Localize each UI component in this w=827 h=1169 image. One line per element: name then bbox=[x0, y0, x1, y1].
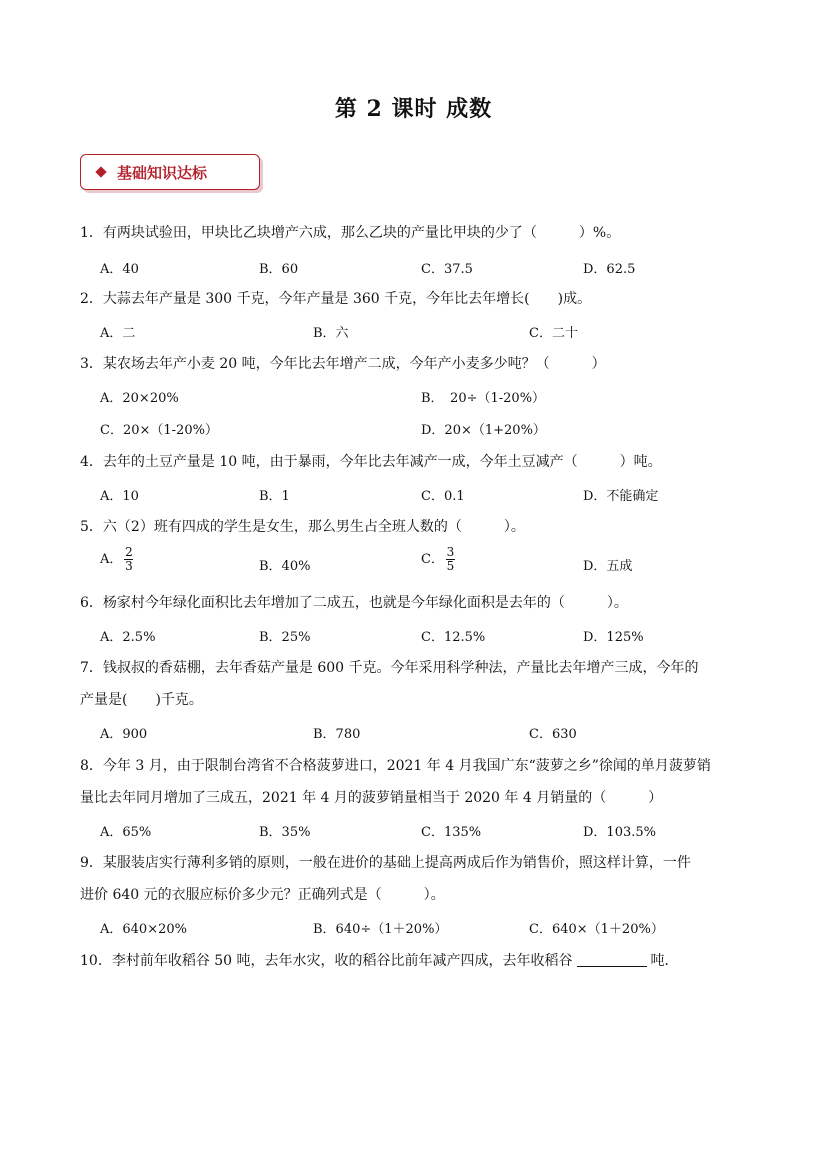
q3-option-a: A．20×20% bbox=[100, 391, 179, 406]
q5-option-b: B．40% bbox=[259, 559, 311, 574]
q2-option-a: A．二 bbox=[100, 326, 136, 341]
section-label: 基础知识达标 bbox=[117, 163, 208, 182]
q7-option-a: A．900 bbox=[100, 727, 148, 742]
q4-option-d: D．不能确定 bbox=[583, 489, 659, 504]
question-9-cont: 进价 640 元的衣服应标价多少元？正确列式是（ ）。 bbox=[80, 887, 445, 903]
section-badge bbox=[80, 154, 260, 190]
q8-option-d: D．103.5% bbox=[583, 825, 656, 840]
answer-blank[interactable] bbox=[577, 966, 647, 967]
question-10 bbox=[80, 950, 679, 970]
question-1: 1．有两块试验田，甲块比乙块增产六成，那么乙块的产量比甲块的少了（ ）%。 bbox=[80, 225, 621, 241]
question-10-end: 吨． bbox=[650, 953, 679, 969]
q1-option-c: C．37.5 bbox=[421, 262, 473, 277]
q3-option-d: D．20×（1+20%） bbox=[421, 423, 546, 438]
q6-option-b: B．25% bbox=[259, 630, 311, 645]
q4-option-a: A．10 bbox=[100, 489, 139, 504]
question-8: 8．今年 3 月，由于限制台湾省不合格菠萝进口，2021 年 4 月我国广东“菠萝之乡”徐闻的单月菠萝销 bbox=[80, 758, 711, 774]
q1-option-d: D．62.5 bbox=[583, 262, 636, 277]
q5-option-c-label: C． bbox=[421, 552, 444, 567]
question-5: 5．六（2）班有四成的学生是女生，那么男生占全班人数的（ ）。 bbox=[80, 519, 525, 535]
question-6: 6．杨家村今年绿化面积比去年增加了二成五，也就是今年绿化面积是去年的（ ）。 bbox=[80, 595, 628, 611]
q4-option-c: C．0.1 bbox=[421, 489, 465, 504]
q7-option-c: C．630 bbox=[529, 727, 577, 742]
question-7-cont: 产量是( )千克。 bbox=[80, 692, 203, 708]
question-10-text: 10．李村前年收稻谷 50 吨，去年水灾，收的稻谷比前年减产四成，去年收稻谷 bbox=[80, 953, 573, 969]
diamond-icon bbox=[95, 166, 106, 177]
q3-option-b: B． 20÷（1-20%） bbox=[421, 391, 546, 406]
q9-option-b: B．640÷（1＋20%） bbox=[313, 922, 448, 937]
q5-option-a bbox=[100, 546, 133, 573]
question-4: 4．去年的土豆产量是 10 吨，由于暴雨，今年比去年减产一成，今年土豆减产（ ）吨。 bbox=[80, 454, 662, 470]
q8-option-a: A．65% bbox=[100, 825, 152, 840]
question-3: 3．某农场去年产小麦 20 吨，今年比去年增产二成，今年产小麦多少吨？（ ） bbox=[80, 356, 606, 372]
q2-option-b: B．六 bbox=[313, 326, 349, 341]
q6-option-d: D．125% bbox=[583, 630, 644, 645]
q5-option-a-label: A． bbox=[100, 552, 123, 567]
fraction-2-3: $\frac{2}{3}$ bbox=[125, 545, 133, 573]
question-8-cont: 量比去年同月增加了三成五，2021 年 4 月的菠萝销量相当于 2020 年 4 月销量的（ ） bbox=[80, 790, 663, 806]
q1-option-a: A．40 bbox=[100, 262, 139, 277]
q3-option-c: C．20×（1-20%） bbox=[100, 423, 218, 438]
question-7: 7．钱叔叔的香菇棚，去年香菇产量是 600 千克。今年采用科学种法，产量比去年增产三成，今年的 bbox=[80, 660, 699, 676]
q2-option-c: C．二十 bbox=[529, 326, 578, 341]
q9-option-a: A．640×20% bbox=[100, 922, 187, 937]
q4-option-b: B．1 bbox=[259, 489, 290, 504]
question-2: 2．大蒜去年产量是 300 千克，今年产量是 360 千克，今年比去年增长( )成。 bbox=[80, 291, 592, 307]
q7-option-b: B．780 bbox=[313, 727, 361, 742]
q8-option-c: C．135% bbox=[421, 825, 482, 840]
q6-option-c: C．12.5% bbox=[421, 630, 486, 645]
q5-option-d: D．五成 bbox=[583, 559, 633, 574]
q8-option-b: B．35% bbox=[259, 825, 311, 840]
q9-option-c: C．640×（1＋20%） bbox=[529, 922, 664, 937]
page-title: 第 2 课时 成数 bbox=[334, 96, 493, 122]
fraction-3-5: $\frac{3}{5}$ bbox=[446, 545, 455, 573]
q5-option-c bbox=[421, 546, 455, 573]
q1-option-b: B．60 bbox=[259, 262, 299, 277]
question-9: 9．某服装店实行薄利多销的原则，一般在进价的基础上提高两成后作为销售价，照这样计算，一件 bbox=[80, 855, 691, 871]
q6-option-a: A．2.5% bbox=[100, 630, 156, 645]
